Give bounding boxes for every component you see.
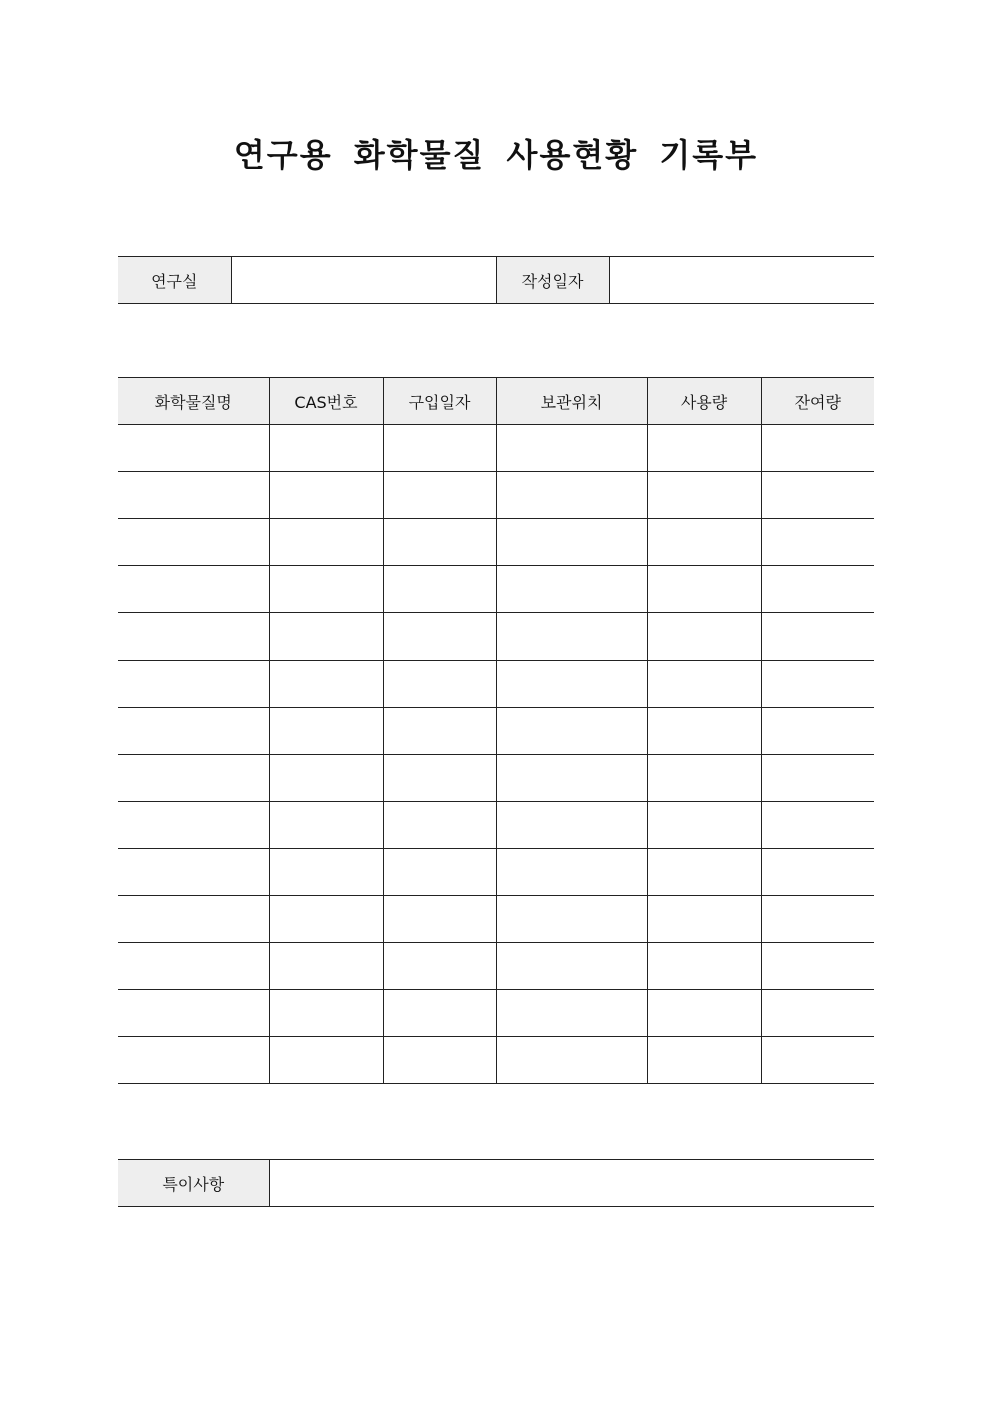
table-cell[interactable] xyxy=(647,519,761,566)
chemical-usage-table xyxy=(118,377,874,1084)
column-header: 잔여량 xyxy=(761,378,874,425)
table-cell[interactable] xyxy=(269,754,383,801)
lab-label: 연구실 xyxy=(118,257,231,304)
table-cell[interactable] xyxy=(118,896,269,943)
table-cell[interactable] xyxy=(118,707,269,754)
table-cell[interactable] xyxy=(496,896,647,943)
table-cell[interactable] xyxy=(496,660,647,707)
column-header: 사용량 xyxy=(647,378,761,425)
lab-field[interactable] xyxy=(231,257,496,304)
table-cell[interactable] xyxy=(383,472,496,519)
notes-label: 특이사항 xyxy=(118,1160,269,1207)
table-cell[interactable] xyxy=(118,754,269,801)
table-cell[interactable] xyxy=(118,613,269,660)
table-cell[interactable] xyxy=(647,754,761,801)
table-row xyxy=(118,660,874,707)
table-cell[interactable] xyxy=(383,613,496,660)
table-cell[interactable] xyxy=(496,754,647,801)
table-cell[interactable] xyxy=(269,660,383,707)
table-cell[interactable] xyxy=(761,943,874,990)
table-cell[interactable] xyxy=(383,1037,496,1084)
table-cell[interactable] xyxy=(269,990,383,1037)
table-cell[interactable] xyxy=(383,707,496,754)
table-cell[interactable] xyxy=(118,990,269,1037)
table-row xyxy=(118,425,874,472)
table-header-row xyxy=(118,378,874,425)
page-title: 연구용 화학물질 사용현황 기록부 xyxy=(233,136,759,174)
table-cell[interactable] xyxy=(118,848,269,895)
table-cell[interactable] xyxy=(269,425,383,472)
table-cell[interactable] xyxy=(647,943,761,990)
table-cell[interactable] xyxy=(269,943,383,990)
table-cell[interactable] xyxy=(496,613,647,660)
table-cell[interactable] xyxy=(118,566,269,613)
table-row xyxy=(118,566,874,613)
table-cell[interactable] xyxy=(383,896,496,943)
table-cell[interactable] xyxy=(496,566,647,613)
column-header: 화학물질명 xyxy=(118,378,269,425)
column-header: 구입일자 xyxy=(383,378,496,425)
table-cell[interactable] xyxy=(496,848,647,895)
table-cell[interactable] xyxy=(383,990,496,1037)
table-cell[interactable] xyxy=(647,801,761,848)
table-cell[interactable] xyxy=(383,519,496,566)
notes-field[interactable] xyxy=(269,1160,874,1207)
table-cell[interactable] xyxy=(647,896,761,943)
table-row xyxy=(118,613,874,660)
table-cell[interactable] xyxy=(761,990,874,1037)
table-cell[interactable] xyxy=(383,943,496,990)
table-row xyxy=(118,1037,874,1084)
table-cell[interactable] xyxy=(118,472,269,519)
table-cell[interactable] xyxy=(269,613,383,660)
table-row xyxy=(118,519,874,566)
table-cell[interactable] xyxy=(269,566,383,613)
table-cell[interactable] xyxy=(647,707,761,754)
table-cell[interactable] xyxy=(383,660,496,707)
table-cell[interactable] xyxy=(496,801,647,848)
table-cell[interactable] xyxy=(118,519,269,566)
table-cell[interactable] xyxy=(118,801,269,848)
table-cell[interactable] xyxy=(647,660,761,707)
table-cell[interactable] xyxy=(761,707,874,754)
table-cell[interactable] xyxy=(118,660,269,707)
table-cell[interactable] xyxy=(496,707,647,754)
table-cell[interactable] xyxy=(647,990,761,1037)
table-cell[interactable] xyxy=(383,566,496,613)
table-cell[interactable] xyxy=(647,472,761,519)
table-cell[interactable] xyxy=(761,848,874,895)
table-cell[interactable] xyxy=(383,801,496,848)
table-cell[interactable] xyxy=(761,896,874,943)
table-cell[interactable] xyxy=(118,1037,269,1084)
table-cell[interactable] xyxy=(647,848,761,895)
table-cell[interactable] xyxy=(269,707,383,754)
info-table xyxy=(118,256,874,304)
table-row xyxy=(118,707,874,754)
table-cell[interactable] xyxy=(647,425,761,472)
table-cell[interactable] xyxy=(647,1037,761,1084)
date-label: 작성일자 xyxy=(496,257,609,304)
table-cell[interactable] xyxy=(761,425,874,472)
date-field[interactable] xyxy=(609,257,874,304)
table-cell[interactable] xyxy=(269,1037,383,1084)
table-row xyxy=(118,943,874,990)
notes-table xyxy=(118,1159,874,1207)
table-cell[interactable] xyxy=(269,519,383,566)
table-cell[interactable] xyxy=(496,472,647,519)
table-cell[interactable] xyxy=(761,1037,874,1084)
table-row xyxy=(118,896,874,943)
table-cell[interactable] xyxy=(118,943,269,990)
table-cell[interactable] xyxy=(761,801,874,848)
table-cell[interactable] xyxy=(383,425,496,472)
notes-row xyxy=(118,1160,874,1207)
table-cell[interactable] xyxy=(269,896,383,943)
table-cell[interactable] xyxy=(496,519,647,566)
table-cell[interactable] xyxy=(269,472,383,519)
table-cell[interactable] xyxy=(647,613,761,660)
table-cell[interactable] xyxy=(761,754,874,801)
table-cell[interactable] xyxy=(269,801,383,848)
table-cell[interactable] xyxy=(761,613,874,660)
info-row xyxy=(118,257,874,304)
table-cell[interactable] xyxy=(383,754,496,801)
table-cell[interactable] xyxy=(496,425,647,472)
table-cell[interactable] xyxy=(761,519,874,566)
table-row xyxy=(118,801,874,848)
table-row xyxy=(118,990,874,1037)
table-cell[interactable] xyxy=(496,990,647,1037)
table-cell[interactable] xyxy=(496,1037,647,1084)
table-cell[interactable] xyxy=(496,943,647,990)
table-cell[interactable] xyxy=(761,566,874,613)
table-row xyxy=(118,754,874,801)
column-header: 보관위치 xyxy=(496,378,647,425)
table-cell[interactable] xyxy=(761,472,874,519)
table-cell[interactable] xyxy=(383,848,496,895)
table-cell[interactable] xyxy=(647,566,761,613)
table-cell[interactable] xyxy=(269,848,383,895)
table-cell[interactable] xyxy=(118,425,269,472)
table-row xyxy=(118,472,874,519)
table-cell[interactable] xyxy=(761,660,874,707)
column-header: CAS번호 xyxy=(269,378,383,425)
table-row xyxy=(118,848,874,895)
